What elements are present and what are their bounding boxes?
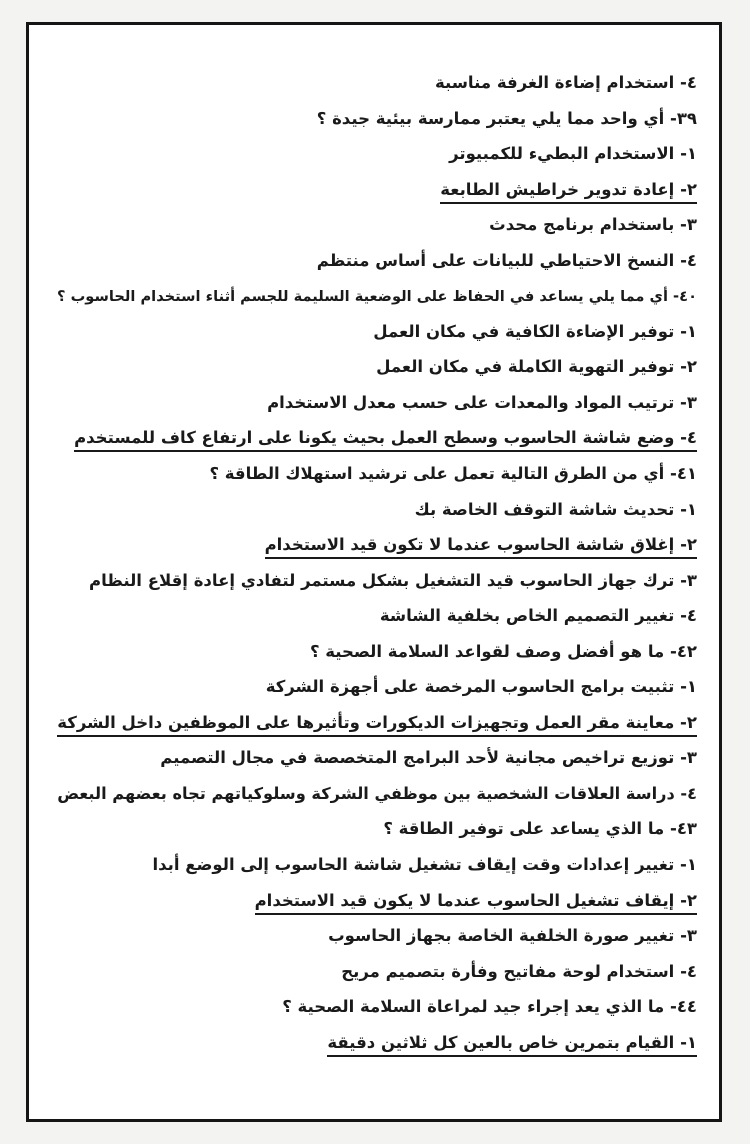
answer-line (57, 420, 697, 456)
text-line (57, 954, 697, 990)
line-text: ٤- دراسة العلاقات الشخصية بين موظفي الشركة وسلوكياتهم تجاه بعضهم البعض (57, 783, 697, 803)
text-line (57, 740, 697, 776)
line-text: ٢- معاينة مقر العمل وتجهيزات الديكورات وتأثيرها على الموظفين داخل الشركة (57, 712, 697, 737)
text-line (57, 278, 697, 314)
answer-line (57, 527, 697, 563)
line-text: ١- تحديث شاشة التوقف الخاصة بك (414, 499, 697, 519)
text-line (57, 847, 697, 883)
line-text: ٤- النسخ الاحتياطي للبيانات على أساس منتظم (316, 250, 697, 270)
line-text: ١- توفير الإضاءة الكافية في مكان العمل (373, 321, 697, 341)
line-text: ٣- ترك جهاز الحاسوب قيد التشغيل بشكل مستمر لتفادي إعادة إقلاع النظام (89, 570, 697, 590)
line-text: ٤- استخدام لوحة مفاتيح وفأرة بتصميم مريح (341, 961, 697, 981)
line-text: ٢- إيقاف تشغيل الحاسوب عندما لا يكون قيد الاستخدام (255, 890, 697, 915)
text-line (57, 101, 697, 137)
line-text: ٣- ترتيب المواد والمعدات على حسب معدل الاستخدام (267, 392, 697, 412)
text-line (57, 634, 697, 670)
text-line (57, 776, 697, 812)
line-text: ١- تثبيت برامج الحاسوب المرخصة على أجهزة الشركة (265, 677, 697, 697)
text-line (57, 207, 697, 243)
text-line (57, 989, 697, 1025)
line-text: ٣- باستخدام برنامج محدث (489, 215, 697, 235)
line-text: ٤- استخدام إضاءة الغرفة مناسبة (434, 73, 697, 92)
line-text: ٣٩- أي واحد مما يلي يعتبر ممارسة بيئية جيدة ؟ (316, 108, 697, 128)
line-text: ١- الاستخدام البطيء للكمبيوتر (449, 144, 697, 164)
text-line (57, 136, 697, 172)
answer-line (57, 705, 697, 741)
answer-line (57, 1025, 697, 1061)
text-line (57, 669, 697, 705)
text-line (57, 65, 697, 101)
line-text: ٤٤- ما الذي يعد إجراء جيد لمراعاة السلامة الصحية ؟ (282, 997, 697, 1017)
line-text: ٢- توفير التهوية الكاملة في مكان العمل (376, 357, 697, 377)
line-text: ٣- توزيع تراخيص مجانية لأحد البرامج المتخصصة في مجال التصميم (160, 748, 697, 768)
text-line (57, 563, 697, 599)
line-text: ٤- تغيير التصميم الخاص بخلفية الشاشة (379, 606, 697, 626)
line-text: ٤٢- ما هو أفضل وصف لقواعد السلامة الصحية ؟ (309, 641, 697, 661)
line-text: ٢- إغلاق شاشة الحاسوب عندما لا تكون قيد الاستخدام (265, 534, 697, 559)
line-text: ٣- تغيير صورة الخلفية الخاصة بجهاز الحاسوب (328, 926, 697, 946)
line-text: ٤- وضع شاشة الحاسوب وسطح العمل بحيث يكونا على ارتفاع كاف للمستخدم (74, 427, 697, 452)
page-frame (26, 22, 722, 1122)
line-text: ٤٠- أي مما يلي يساعد في الحفاظ على الوضعية السليمة للجسم أثناء استخدام الحاسوب ؟ (57, 288, 697, 306)
answer-line (57, 172, 697, 208)
text-line (57, 243, 697, 279)
text-line (57, 349, 697, 385)
line-text: ٢- إعادة تدوير خراطيش الطابعة (440, 179, 697, 204)
text-line (57, 918, 697, 954)
line-text: ٤١- أي من الطرق التالية تعمل على ترشيد استهلاك الطاقة ؟ (209, 464, 697, 484)
text-line (57, 385, 697, 421)
line-text: ١- تغيير إعدادات وقت إيقاف تشغيل شاشة الحاسوب إلى الوضع أبدا (152, 855, 697, 875)
line-text: ١- القيام بتمرين خاص بالعين كل ثلاثين دقيقة (327, 1032, 697, 1057)
text-line (57, 598, 697, 634)
text-line (57, 456, 697, 492)
line-text: ٤٣- ما الذي يساعد على توفير الطاقة ؟ (383, 819, 697, 839)
text-line (57, 314, 697, 350)
text-line (57, 811, 697, 847)
text-line (57, 492, 697, 528)
question-list (57, 65, 697, 1060)
answer-line (57, 883, 697, 919)
